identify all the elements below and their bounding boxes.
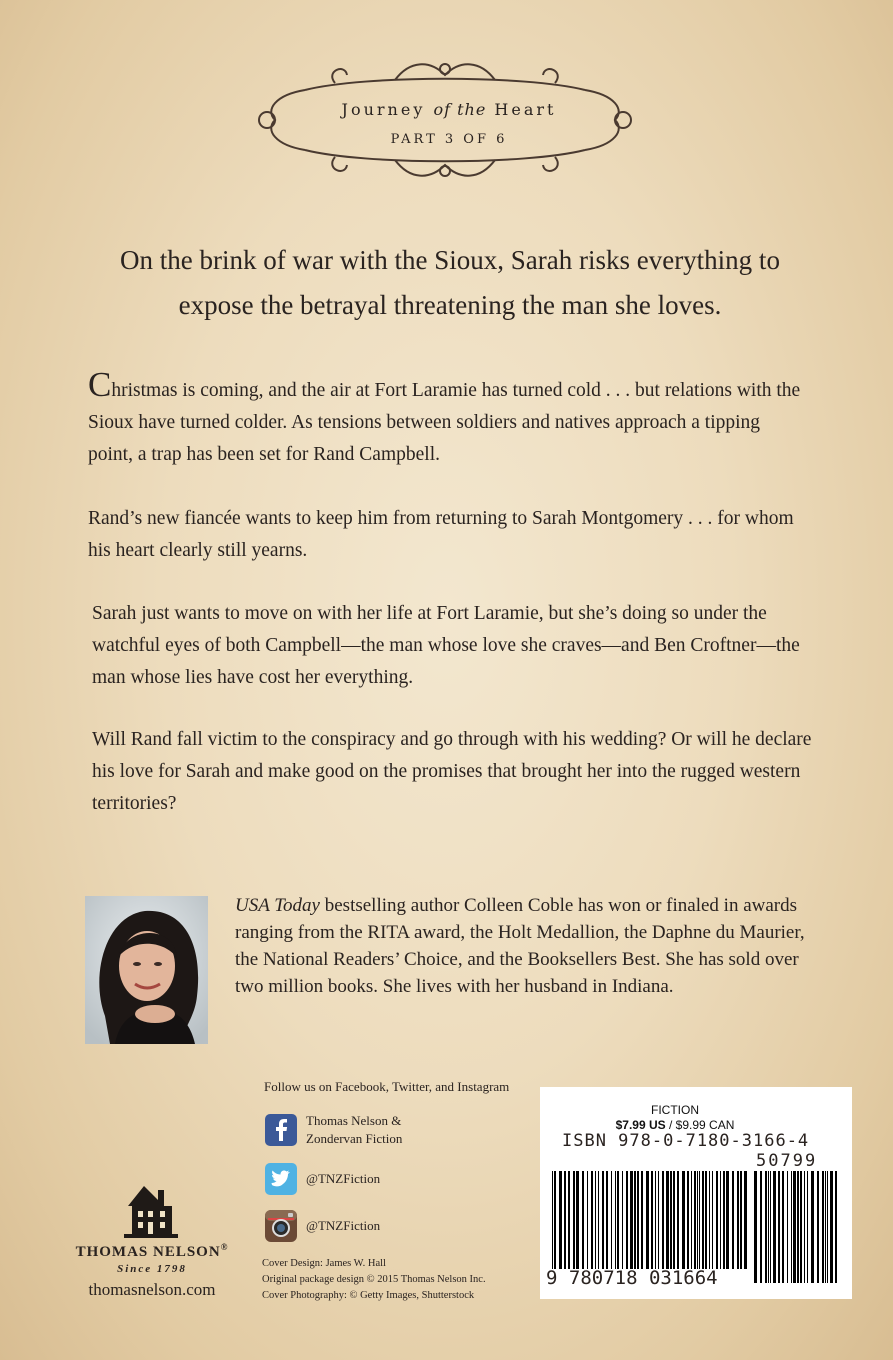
cover-credits: [262, 1256, 486, 1304]
facebook-label-line-2: Zondervan Fiction: [306, 1131, 403, 1146]
author-photo: [85, 896, 208, 1044]
facebook-label: [306, 1112, 402, 1148]
price-label: [540, 1118, 810, 1132]
series-title: [245, 100, 653, 119]
price-us: $7.99 US: [615, 1118, 666, 1132]
price-separator: /: [665, 1118, 676, 1132]
follow-us-text: Follow us on Facebook, Twitter, and Instagram: [264, 1079, 510, 1094]
publisher-registered-mark: ®: [220, 1242, 229, 1252]
series-part: PART 3 OF 6: [390, 132, 508, 147]
author-bio: [235, 892, 815, 1000]
isbn-text: ISBN 978-0-7180-3166-4: [562, 1131, 810, 1151]
credit-line-3: Cover Photography: © Getty Images, Shutterstock: [262, 1290, 475, 1301]
tagline-line-2: expose the betrayal threatening the man she loves.: [178, 290, 722, 320]
series-ornament-frame: [245, 55, 645, 185]
barcode-panel: [540, 1087, 852, 1299]
thomas-nelson-house-logo: [122, 1176, 180, 1240]
facebook-label-line-1: Thomas Nelson &: [306, 1113, 402, 1128]
series-title-of: of the: [433, 100, 487, 119]
instagram-handle: @TNZFiction: [306, 1218, 381, 1233]
price-addon-text: 50799: [756, 1151, 818, 1171]
blurb-paragraph-2: Rand’s new fiancée wants to keep him from returning to Sarah Montgomery . . . for whom his heart clearly still yearns.: [88, 508, 794, 561]
blurb-dropcap: C: [88, 365, 112, 404]
credit-line-2: Original package design © 2015 Thomas Nelson Inc.: [262, 1274, 486, 1285]
author-bio-publication: USA Today: [235, 895, 320, 916]
price-can: $9.99 CAN: [675, 1118, 735, 1132]
facebook-row[interactable]: [264, 1112, 402, 1148]
tagline: [70, 238, 830, 328]
blurb-paragraph-3: Sarah just wants to move on with her life at Fort Laramie, but she’s doing so under the watchful eyes of both Campbell—the man whose love she craves—and Ben Croftner—the man whose lies have cost her everything.: [92, 603, 800, 688]
publisher-name-text: THOMAS NELSON: [75, 1244, 221, 1260]
ean-digits: 9 780718 031664: [546, 1267, 718, 1289]
category-label: FICTION: [651, 1103, 699, 1117]
series-title-word2: Heart: [494, 100, 557, 119]
twitter-row[interactable]: [264, 1162, 380, 1196]
series-title-word1: Journey: [341, 100, 426, 119]
addon-barcode: [754, 1171, 840, 1283]
twitter-icon: [264, 1162, 298, 1196]
author-bio-text: bestselling author Colleen Coble has won or finaled in awards ranging from the RITA award, the Holt Medallion, the Daphne du Maurier, the National Readers’ Choice, and the Booksellers Best. She has sold over two million books. She lives with her husband in Indiana.: [235, 895, 805, 997]
instagram-icon: [264, 1209, 298, 1243]
credit-line-1: Cover Design: James W. Hall: [262, 1258, 386, 1269]
publisher-url[interactable]: thomasnelson.com: [88, 1280, 216, 1299]
blurb-paragraph-4: Will Rand fall victim to the conspiracy and go through with his wedding? Or will he declare his love for Sarah and make good on the promises that brought her into the rugged western territories?: [92, 729, 812, 814]
tagline-line-1: On the brink of war with the Sioux, Sarah risks everything to: [120, 245, 780, 275]
publisher-name: [62, 1242, 242, 1261]
blurb-paragraph-1: [88, 365, 808, 471]
facebook-icon: [264, 1113, 298, 1147]
isbn-barcode: [552, 1171, 748, 1269]
twitter-handle: @TNZFiction: [306, 1171, 381, 1186]
publisher-since: Since 1798: [117, 1263, 187, 1275]
blurb-paragraph-1-text: hristmas is coming, and the air at Fort Laramie has turned cold . . . but relations with the Sioux have turned colder. As tensions between soldiers and natives approach a tipping point, a trap has been set for Rand Campbell.: [88, 380, 801, 465]
instagram-row[interactable]: [264, 1209, 380, 1243]
